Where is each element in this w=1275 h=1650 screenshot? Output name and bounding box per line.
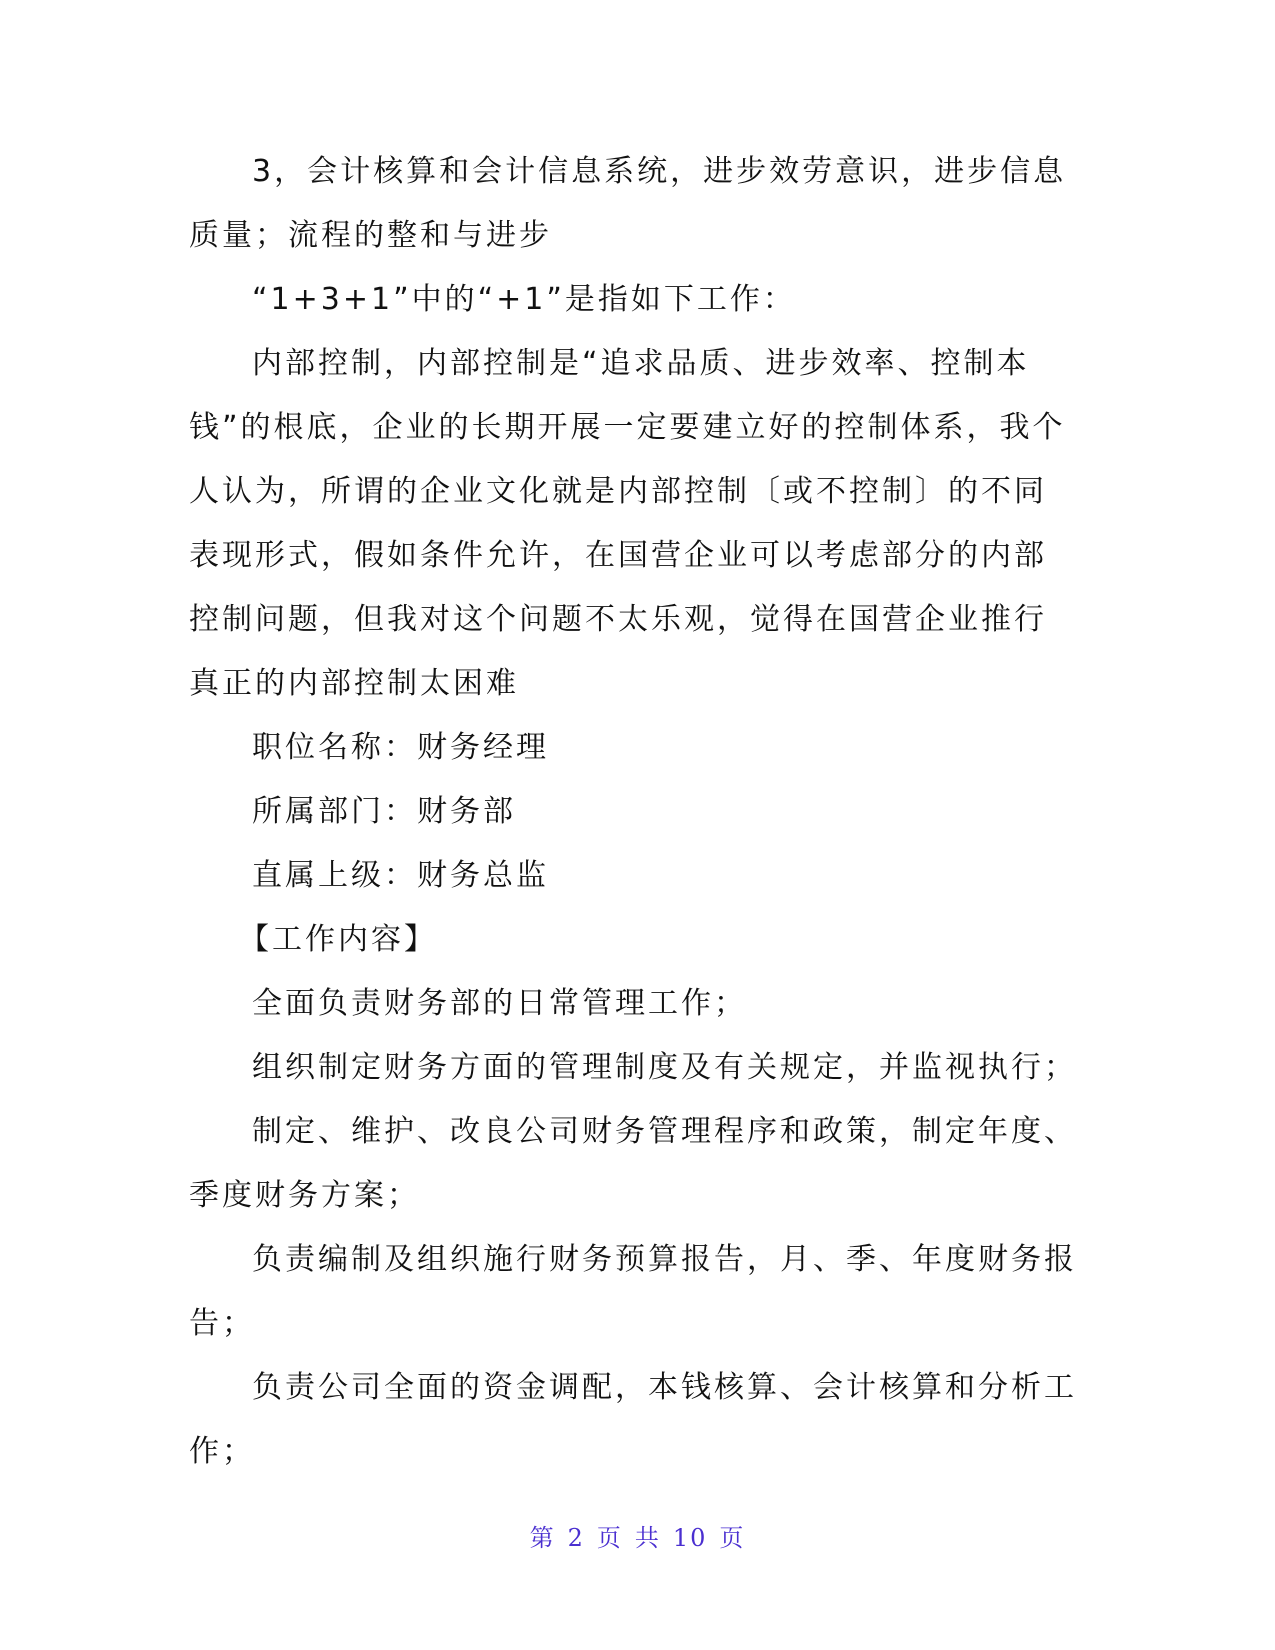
- footer-current-page: 2: [567, 1524, 585, 1552]
- paragraph-internal-control: 内部控制，内部控制是“追求品质、进步效率、控制本钱”的根底，企业的长期开展一定要建立好的控制体系，我个人认为，所谓的企业文化就是内部控制〔或不控制〕的不同表现形式，假如条件允许，在国营企业可以考虑部分的内部控制问题，但我对这个问题不太乐观，觉得在国营企业推行真正的内部控制太困难: [189, 346, 1066, 701]
- department-line: 所属部门：财务部: [252, 794, 516, 829]
- document-body: [189, 140, 1079, 1484]
- duty-item: 负责编制及组织施行财务预算报告，月、季、年度财务报告；: [189, 1242, 1077, 1341]
- page-number-footer: [0, 1518, 1275, 1553]
- duty-item: 负责公司全面的资金调配，本钱核算、会计核算和分析工作；: [189, 1370, 1077, 1469]
- paragraph-accounting-system: 3，会计核算和会计信息系统，进步效劳意识，进步信息质量；流程的整和与进步: [189, 154, 1067, 253]
- footer-prefix: 第: [529, 1524, 556, 1552]
- supervisor-line: 直属上级：财务总监: [252, 858, 549, 893]
- duty-item: 组织制定财务方面的管理制度及有关规定，并监视执行；: [252, 1050, 1077, 1085]
- section-heading-work-content: 【工作内容】: [239, 922, 437, 957]
- footer-total-pages: 10: [672, 1524, 708, 1552]
- duty-item: 制定、维护、改良公司财务管理程序和政策，制定年度、季度财务方案；: [189, 1114, 1077, 1213]
- footer-page-word: 页: [596, 1524, 623, 1552]
- paragraph-plus-one-intro: “1+3+1”中的“+1”是指如下工作：: [252, 282, 796, 317]
- duty-item: 全面负责财务部的日常管理工作；: [252, 986, 747, 1021]
- footer-suffix: 页: [719, 1524, 746, 1552]
- footer-total-prefix: 共: [634, 1524, 661, 1552]
- job-title-line: 职位名称：财务经理: [252, 730, 549, 765]
